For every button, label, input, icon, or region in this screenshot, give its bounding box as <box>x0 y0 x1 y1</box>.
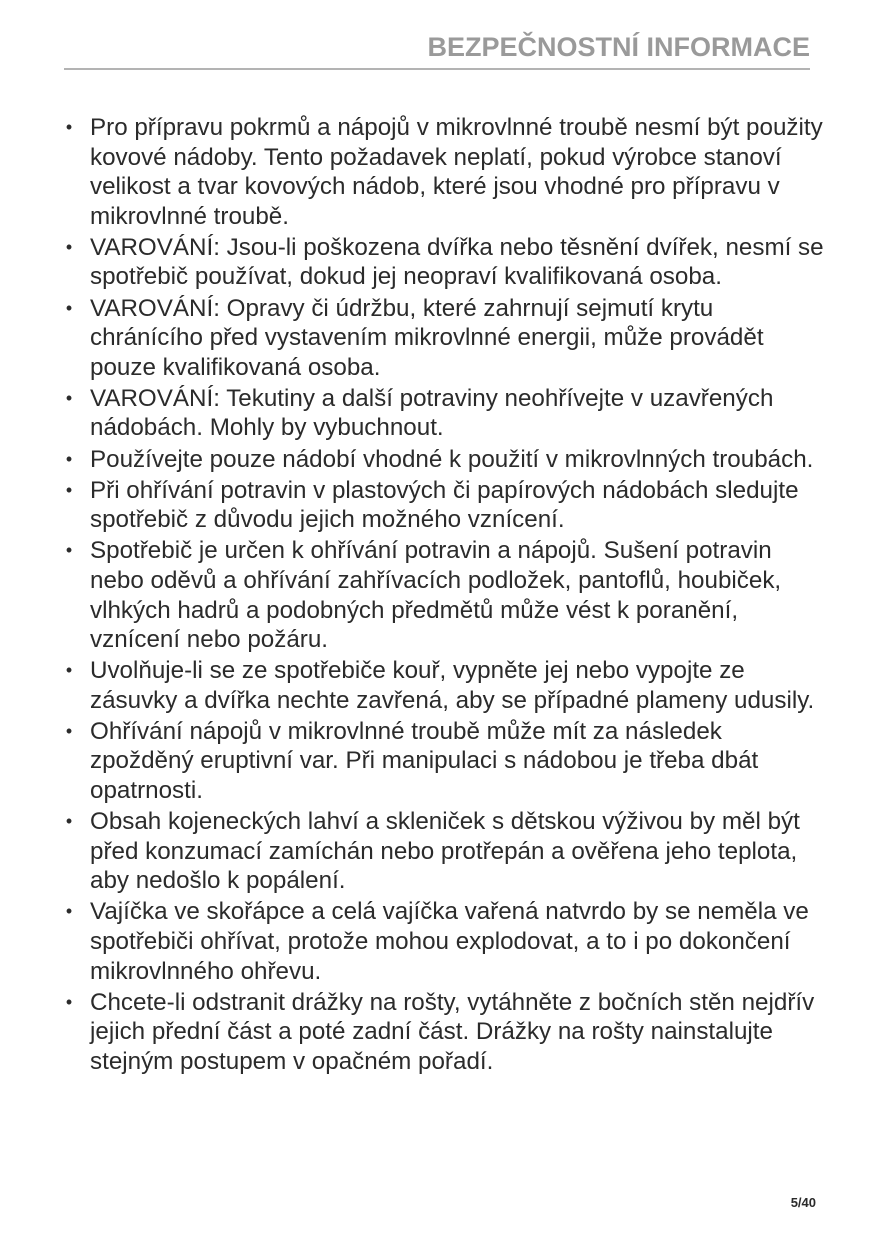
list-item-text: Uvolňuje-li se ze spotřebiče kouř, vypněte jej nebo vypojte ze zásuvky a dvířka nechte zavřená, aby se případné plameny udusily. <box>90 657 815 714</box>
list-item <box>64 294 824 383</box>
bullet-icon: • <box>65 297 73 318</box>
list-item-text: Chcete-li odstranit drážky na rošty, vytáhněte z bočních stěn nejdřív jejich přední část a poté zadní část. Drážky na rošty nainstalujte stejným postupem v opačném pořadí. <box>90 988 815 1075</box>
list-item <box>64 233 824 292</box>
bullet-icon: • <box>65 991 73 1012</box>
list-item-text: Ohřívání nápojů v mikrovlnné troubě může mít za následek zpožděný eruptivní var. Při manipulaci s nádobou je třeba dbát opatrnosti. <box>90 717 759 805</box>
list-item <box>64 897 824 986</box>
list-item-text: VAROVÁNÍ: Jsou-li poškozena dvířka nebo těsnění dvířek, nesmí se spotřebič používat, dokud jej neopraví kvalifikovaná osoba. <box>90 233 824 291</box>
bullet-icon: • <box>65 660 73 681</box>
list-item-text: Pro přípravu pokrmů a nápojů v mikrovlnné troubě nesmí být použity kovové nádoby. Tento požadavek neplatí, pokud výrobce stanoví velikost a tvar kovových nádob, které jsou vhodné pro přípravu v mikrovlnné troubě. <box>90 114 823 230</box>
list-item <box>64 536 824 654</box>
list-item <box>64 988 824 1077</box>
list-item <box>64 113 824 231</box>
list-item-text: Spotřebič je určen k ohřívání potravin a nápojů. Sušení potravin nebo oděvů a ohřívání zahřívacích podložek, pantoflů, houbiček, vlhkých hadrů a podobných předmětů může vést k poranění, vznícení nebo požáru. <box>90 537 782 654</box>
list-item <box>64 445 824 475</box>
section-title: BEZPEČNOSTNÍ INFORMACE <box>427 32 810 62</box>
bullet-icon: • <box>65 236 73 257</box>
bullet-icon: • <box>65 479 73 500</box>
bullet-icon: • <box>65 720 73 741</box>
list-item <box>64 384 824 443</box>
page-header <box>64 28 810 70</box>
list-item <box>64 717 824 806</box>
bullet-icon: • <box>65 448 73 469</box>
list-item-text: Obsah kojeneckých lahví a skleniček s dětskou výživou by měl být před konzumací zamíchán nebo protřepán a ověřena jeho teplota, aby nedošlo k popálení. <box>90 808 800 895</box>
list-item <box>64 656 824 715</box>
list-item-text: VAROVÁNÍ: Tekutiny a další potraviny neohřívejte v uzavřených nádobách. Mohly by vybuchnout. <box>90 384 774 442</box>
list-item <box>64 476 824 535</box>
list-item-text: Vajíčka ve skořápce a celá vajíčka vařená natvrdo by se neměla ve spotřebiči ohřívat, protože mohou explodovat, a to i po dokončení mikrovlnného ohřevu. <box>90 898 809 985</box>
list-item-text: Při ohřívání potravin v plastových či papírových nádobách sledujte spotřebič z důvodu jejich možného vznícení. <box>90 476 799 534</box>
bullet-icon: • <box>65 901 73 922</box>
bullet-icon: • <box>65 387 73 408</box>
list-item-text: VAROVÁNÍ: Opravy či údržbu, které zahrnují sejmutí krytu chránícího před vystavením mikrovlnné energii, může provádět pouze kvalifikovaná osoba. <box>90 294 764 381</box>
safety-bullet-list <box>64 113 824 1077</box>
page-number: 5/40 <box>790 1195 816 1210</box>
bullet-icon: • <box>65 811 73 832</box>
bullet-icon: • <box>65 117 73 137</box>
bullet-icon: • <box>65 540 73 561</box>
safety-info-content <box>64 113 824 1078</box>
list-item-text: Používejte pouze nádobí vhodné k použití v mikrovlnných troubách. <box>90 445 814 473</box>
list-item <box>64 807 824 896</box>
